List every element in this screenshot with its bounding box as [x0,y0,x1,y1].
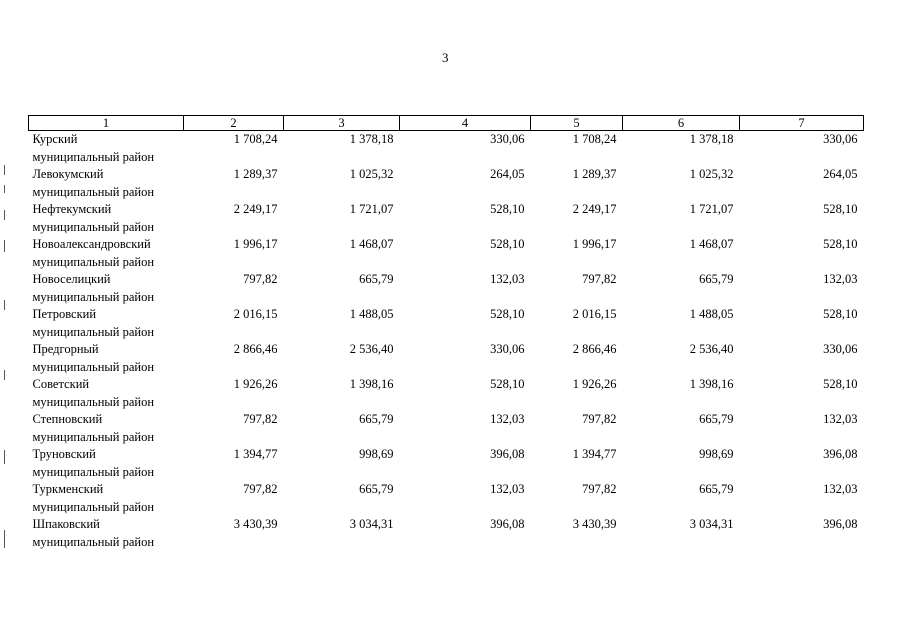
district-name-cell [29,516,184,551]
district-type: муниципальный район [32,499,155,514]
district-name-cell [29,201,184,236]
value-cell-col2: 1 926,26 [233,377,278,391]
district-name: Петровский [32,307,97,321]
value-cell-col2: 1 996,17 [233,237,278,251]
district-type: муниципальный район [32,464,155,479]
value-cell-col2: 1 708,24 [233,132,278,146]
value-cell-col2: 2 866,46 [233,342,278,356]
table-row [29,446,864,481]
value-cell-col3: 1 378,18 [349,132,394,146]
table-row [29,131,864,167]
column-header: 3 [284,116,400,131]
value-cell-col6: 665,79 [699,272,734,286]
value-cell-col4: 132,03 [490,412,525,426]
district-name: Туркменский [32,482,104,496]
value-cell-col7: 330,06 [823,132,858,146]
district-name-cell [29,411,184,446]
table-body [29,131,864,552]
value-cell-col6: 1 025,32 [689,167,734,181]
district-name-cell [29,306,184,341]
value-cell-col5: 2 249,17 [572,202,617,216]
district-name-cell [29,446,184,481]
value-cell-col3: 1 398,16 [349,377,394,391]
district-type: муниципальный район [32,289,155,304]
value-cell-col7: 132,03 [823,272,858,286]
district-type: муниципальный район [32,324,155,339]
value-cell-col5: 797,82 [582,482,617,496]
district-type: муниципальный район [32,429,155,444]
value-cell-col2: 2 249,17 [233,202,278,216]
value-cell-col6: 1 721,07 [689,202,734,216]
value-cell-col3: 665,79 [359,482,394,496]
value-cell-col3: 1 488,05 [349,307,394,321]
district-name: Труновский [32,447,96,461]
value-cell-col3: 665,79 [359,272,394,286]
district-name: Левокумский [32,167,104,181]
value-cell-col6: 1 398,16 [689,377,734,391]
column-header: 4 [400,116,531,131]
value-cell-col5: 1 996,17 [572,237,617,251]
column-header: 5 [531,116,623,131]
page-number: 3 [442,50,449,65]
value-cell-col4: 396,08 [490,517,525,531]
table-row [29,341,864,376]
value-cell-col2: 1 289,37 [233,167,278,181]
value-cell-col5: 3 430,39 [572,517,617,531]
value-cell-col4: 330,06 [490,342,525,356]
value-cell-col4: 528,10 [490,307,525,321]
value-cell-col2: 1 394,77 [233,447,278,461]
district-name-cell [29,166,184,201]
value-cell-col3: 665,79 [359,412,394,426]
district-type: муниципальный район [32,254,155,269]
value-cell-col3: 1 721,07 [349,202,394,216]
value-cell-col6: 665,79 [699,412,734,426]
binding-margin-marks [0,150,6,570]
value-cell-col4: 528,10 [490,237,525,251]
value-cell-col6: 665,79 [699,482,734,496]
value-cell-col4: 132,03 [490,482,525,496]
value-cell-col2: 2 016,15 [233,307,278,321]
value-cell-col4: 264,05 [490,167,525,181]
value-cell-col6: 1 378,18 [689,132,734,146]
district-name-cell [29,481,184,516]
value-cell-col6: 998,69 [699,447,734,461]
value-cell-col5: 1 708,24 [572,132,617,146]
value-cell-col7: 528,10 [823,202,858,216]
table-row [29,166,864,201]
value-cell-col5: 1 394,77 [572,447,617,461]
value-cell-col7: 396,08 [823,447,858,461]
district-name: Нефтекумский [32,202,112,216]
value-cell-col5: 797,82 [582,272,617,286]
district-name: Степновский [32,412,103,426]
value-cell-col7: 132,03 [823,482,858,496]
district-name: Новоалександровский [32,237,151,251]
district-name-cell [29,131,184,167]
table-row [29,236,864,271]
district-type: муниципальный район [32,394,155,409]
column-header: 6 [623,116,740,131]
table-row [29,376,864,411]
district-type: муниципальный район [32,149,155,164]
value-cell-col4: 330,06 [490,132,525,146]
value-cell-col3: 2 536,40 [349,342,394,356]
value-cell-col5: 1 926,26 [572,377,617,391]
value-cell-col7: 528,10 [823,377,858,391]
district-type: муниципальный район [32,219,155,234]
value-cell-col6: 2 536,40 [689,342,734,356]
value-cell-col2: 797,82 [243,272,278,286]
value-cell-col3: 1 025,32 [349,167,394,181]
value-cell-col5: 2 016,15 [572,307,617,321]
district-table [28,115,864,551]
district-name: Предгорный [32,342,99,356]
district-name: Новоселицкий [32,272,111,286]
district-name-cell [29,236,184,271]
district-name: Курский [32,132,78,146]
column-header: 1 [29,116,184,131]
value-cell-col7: 132,03 [823,412,858,426]
value-cell-col7: 528,10 [823,237,858,251]
district-name: Советский [32,377,90,391]
district-name-cell [29,271,184,306]
value-cell-col6: 1 468,07 [689,237,734,251]
column-header: 2 [184,116,284,131]
district-name-cell [29,341,184,376]
district-name-cell [29,376,184,411]
value-cell-col7: 528,10 [823,307,858,321]
value-cell-col2: 797,82 [243,412,278,426]
value-cell-col4: 396,08 [490,447,525,461]
value-cell-col4: 528,10 [490,202,525,216]
table-row [29,516,864,551]
table-row [29,201,864,236]
value-cell-col7: 264,05 [823,167,858,181]
district-type: муниципальный район [32,534,155,549]
value-cell-col5: 2 866,46 [572,342,617,356]
table-row [29,306,864,341]
value-cell-col4: 528,10 [490,377,525,391]
value-cell-col5: 797,82 [582,412,617,426]
table-row [29,271,864,306]
table-row [29,481,864,516]
value-cell-col6: 3 034,31 [689,517,734,531]
column-header: 7 [740,116,864,131]
value-cell-col7: 330,06 [823,342,858,356]
value-cell-col7: 396,08 [823,517,858,531]
value-cell-col3: 998,69 [359,447,394,461]
value-cell-col2: 3 430,39 [233,517,278,531]
table-row [29,411,864,446]
value-cell-col5: 1 289,37 [572,167,617,181]
value-cell-col3: 3 034,31 [349,517,394,531]
district-type: муниципальный район [32,359,155,374]
value-cell-col4: 132,03 [490,272,525,286]
value-cell-col2: 797,82 [243,482,278,496]
district-type: муниципальный район [32,184,155,199]
value-cell-col6: 1 488,05 [689,307,734,321]
column-number-header-row [29,116,864,131]
value-cell-col3: 1 468,07 [349,237,394,251]
district-name: Шпаковский [32,517,100,531]
